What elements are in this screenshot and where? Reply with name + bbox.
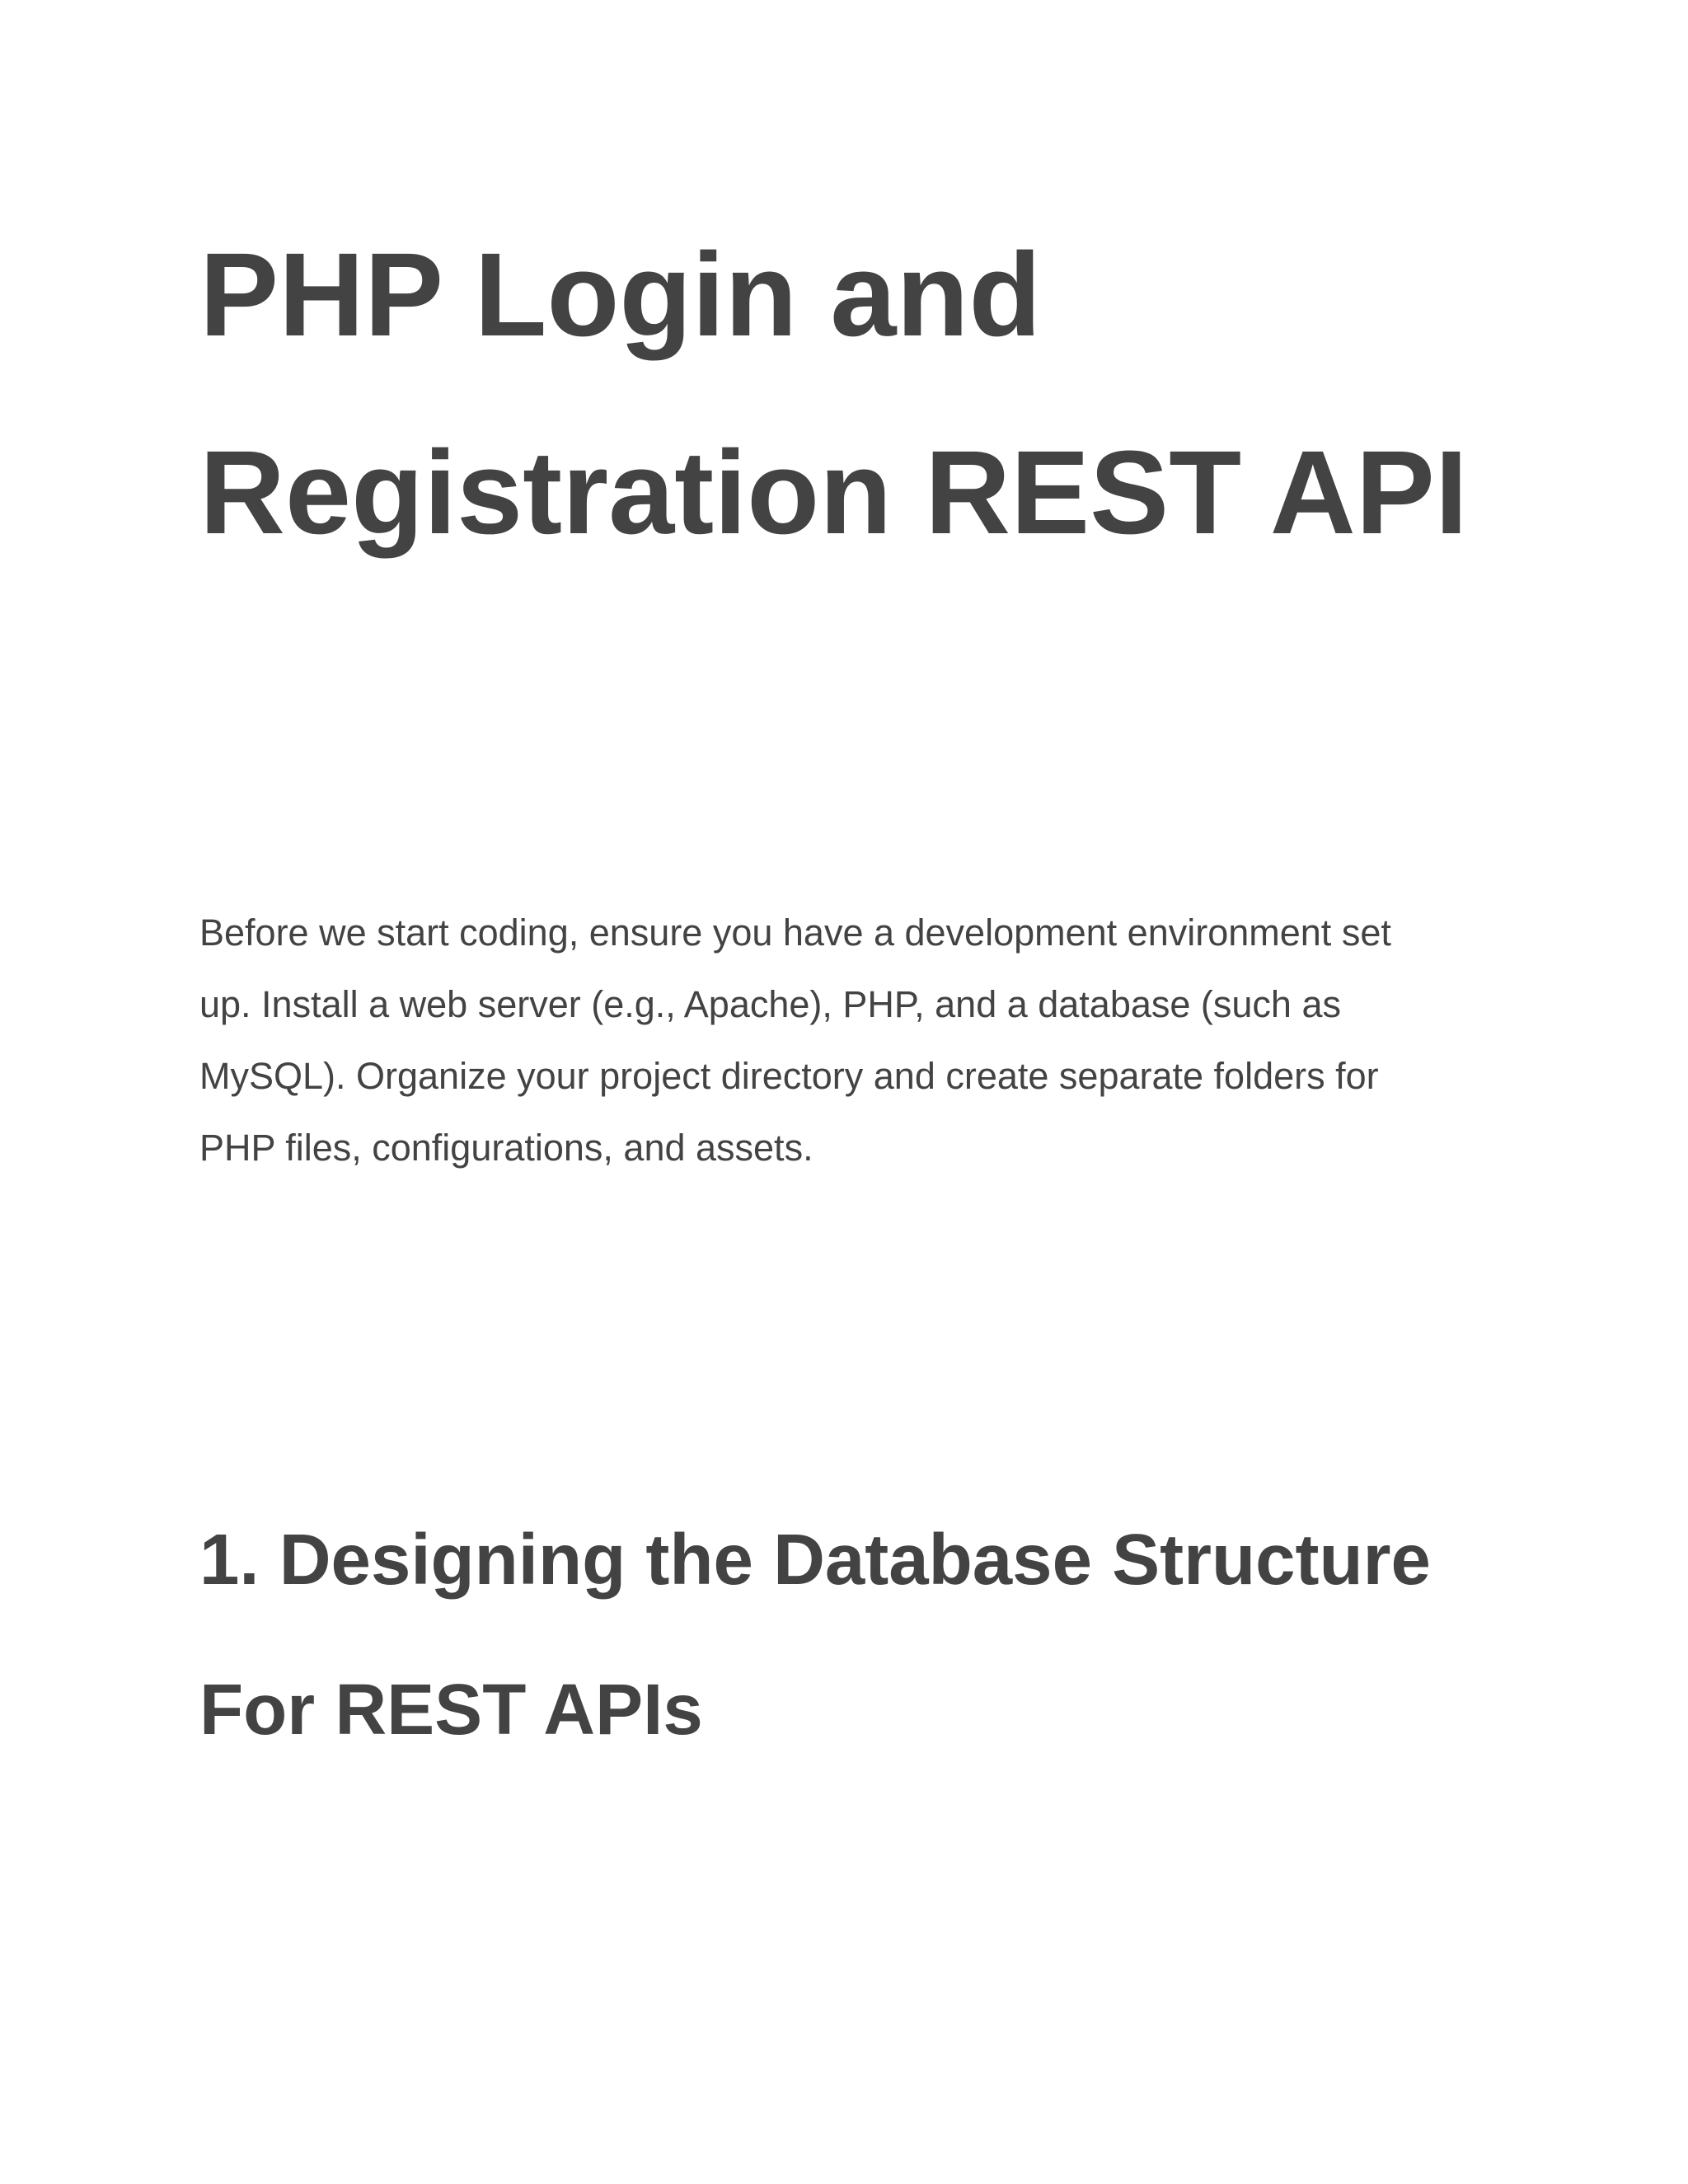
page-title: [199, 196, 1551, 592]
intro-paragraph: [199, 897, 1551, 1183]
page-title-line-1: PHP Login and: [199, 228, 1042, 361]
section-heading-line-1: 1. Designing the Database Structure: [199, 1520, 1431, 1600]
intro-line-4: PHP files, configurations, and assets.: [199, 1127, 814, 1169]
intro-line-2: up. Install a web server (e.g., Apache), PHP, and a database (such as: [199, 983, 1341, 1025]
intro-line-3: MySQL). Organize your project directory and create separate folders for: [199, 1055, 1379, 1097]
intro-line-1: Before we start coding, ensure you have a development environment set: [199, 912, 1391, 954]
section-heading-line-2: For REST APIs: [199, 1670, 703, 1750]
section-heading-database-structure: [199, 1485, 1601, 1785]
page-title-line-2: Registration REST API: [199, 426, 1468, 559]
